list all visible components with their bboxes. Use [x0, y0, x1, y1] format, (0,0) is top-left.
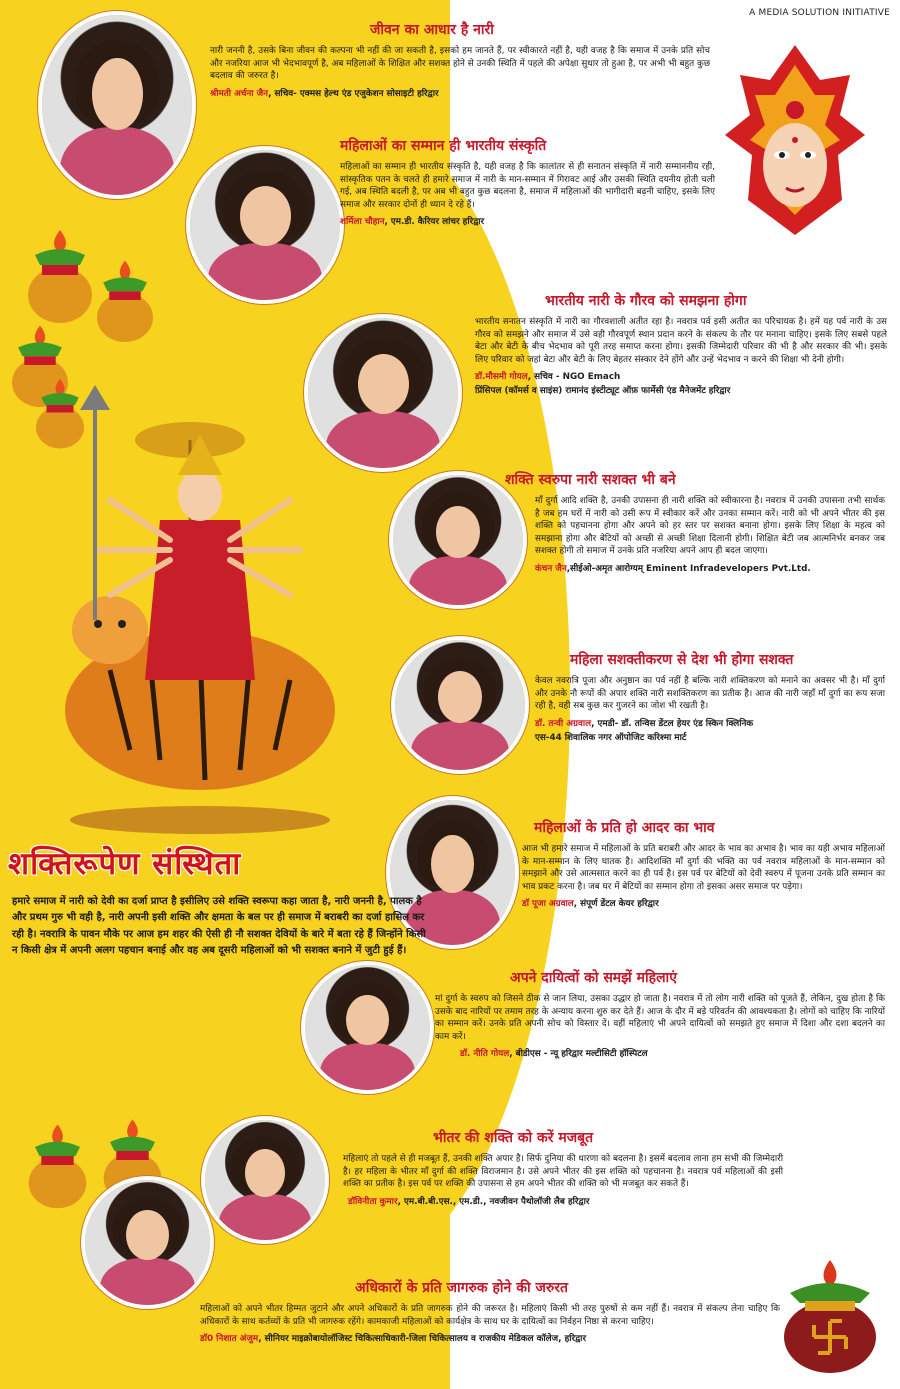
author-byline: [535, 717, 885, 731]
section-heading: अपने दायित्वों को समझें महिलाएं: [510, 970, 677, 986]
article-section: [343, 1130, 783, 1209]
kalash-pot-illustration: [30, 375, 90, 450]
article-section: [522, 820, 885, 911]
page-title: शक्तिरूपेण संस्थिता: [8, 846, 242, 882]
section-heading: जीवन का आधार है नारी: [370, 22, 494, 38]
kalash-swastik-illustration: [775, 1255, 885, 1375]
article-section: [200, 1280, 780, 1346]
author-byline: [200, 1332, 780, 1346]
author-name: डॉ पूजा अग्रवाल: [522, 899, 574, 909]
author-byline: [210, 87, 710, 101]
author-byline: [475, 370, 887, 384]
portrait-photo: [85, 1180, 210, 1305]
author-role: , सीनियर माइक्रोबायोलॉजिस्ट चिकित्साधिकारी-जिला चिकित्सालय व राजकीय मेडिकल कॉलेज, हरिद्वार: [258, 1334, 587, 1344]
section-body: भारतीय सनातन संस्कृति में नारी का गौरवशाली अतीत रहा है। नवरात्र पर्व इसी अतीत का परिचायक है। हमें यह पर्व नारी के उस गौरव को समझने और समाज में उसे वही गौरवपूर्ण स्थान प्रदान करने के संकल्प के तौर पर मनाना चाहिए। इसके लिए सबसे पहले बेटा और बेटी के बीच भेदभाव को पूरी तरह समाप्त करना होगा। इसकी जिम्मेदारी परिवार की भी है और सरकार की भी। इसके लिए परिवार को जहां बेटा और बेटी के लिए बेहतर संस्कार देने होंगे और उन्हें भेदभाव न करने की शिक्षा भी देनी होगी।: [475, 317, 887, 365]
portrait-photo: [42, 15, 192, 195]
portrait-photo: [305, 965, 430, 1090]
section-body: महिलाओं को अपने भीतर हिम्मत जुटाने और अपने अधिकारों के प्रति जागरुक होने की जरूरत है। महिलाएं किसी भी तरह पुरुषों से कम नहीं हैं। नवरात्र में संकल्प लेना चाहिए कि अधिकारों के साथ कर्तव्यों के प्रति भी जागरुक रहेंगे। कामकाजी महिलाओं को कार्यक्षेत्र के साथ घर के दायित्वों का निर्वहन निष्ठा से करना चाहिए।: [200, 1304, 780, 1327]
kalash-pot-illustration: [20, 1120, 95, 1210]
author-name: कंचन जैन: [535, 563, 567, 574]
section-body: महिलाओं का सम्मान ही भारतीय संस्कृति है, यही वजह है कि कालांतर से ही सनातन संस्कृति में नारी सम्माननीय रही, सांस्कृतिक पतन के चलते ही हमारे समाज में नारी के मान-सम्मान में गिरावट आई और उसकी स्थिति दयनीय होती चली गई, अब स्थिति बदली है, पर अब भी बहुत कुछ बदलना है, समाज में महिलाओं की भागीदारी बढ़नी चाहिए, इसके लिए समाज और सरकार दोनों ही ध्यान दे रहे हैं।: [340, 162, 715, 210]
author-role-line2: प्रिंसिपल (कॉमर्स व साइंस) रामानंद इंस्टीट्यूट ऑफ़ फार्मेसी एंड मैनेजमेंट हरिद्वार: [475, 386, 731, 396]
author-role-line2: एस-44 शिवालिक नगर ऑपोजिट करिश्मा मार्ट: [535, 732, 687, 743]
section-body: नारी जननी है, उसके बिना जीवन की कल्पना भी नहीं की जा सकती है, इसको हम जानते हैं, पर स्वीकारते नहीं है, यही वजह है कि समाज में उनके प्रति सोच और नजरिया आज भी भेदभावपूर्ण है, अब महिलाओं के शिक्षित और सशक्त होने से उनकी स्थिति में पहले की अपेक्षा सुधार तो हुआ है, पर अभी भी बहुत कुछ बदलाव की जरुरत है।: [210, 46, 710, 81]
initiative-label: A MEDIA SOLUTION INITIATIVE: [749, 8, 890, 18]
article-section: [505, 472, 885, 576]
article-section: [535, 652, 885, 745]
author-byline: [435, 1047, 885, 1061]
portrait-photo: [308, 318, 458, 468]
kalash-pot-illustration: [90, 255, 160, 345]
section-body: महिलाएं तो पहले से ही मजबूत हैं, उनकी शक्ति अपार है। सिर्फ दुनिया की धारणा को बदलना है। इसमें बदलाव लाना हम सभी की जिम्मेदारी है। हर महिला के भीतर माँ दुर्गा की शक्ति विराजमान है। उसे अपने भीतर की इस शक्ति को पहचानना है। नवरात्र पर्व महिलाओं की इसी शक्ति का प्रतीक है। इस पर्व पर शक्ति की उपासना से हम अपने भीतर की शक्ति को भी मजबूत कर सकते हैं।: [343, 1154, 783, 1189]
author-name: डॉविनीता कुमार: [348, 1196, 398, 1207]
section-heading: अधिकारों के प्रति जागरुक होने की जरुरत: [355, 1280, 568, 1296]
author-byline: [343, 1195, 783, 1209]
article-section: [435, 970, 885, 1061]
section-body: केवल नवरात्रि पूजा और अनुष्ठान का पर्व नहीं है बल्कि नारी शक्तिकरण को मनाने का अवसर भी है। माँ दुर्गा और उनके नौ रूपों की अपार शक्ति नारी सशक्तिकरण का प्रतीक है। आज की नारी जहाँ माँ दुर्गा का रूप सजा रही है, वही सब कुछ कर गुजरने का जोश भी रखती है।: [535, 676, 885, 711]
author-role: , बीडीएस - न्यू हरिद्वार मल्टीसिटी हॉस्पिटल: [509, 1049, 648, 1059]
section-body: मां दुर्गा के स्वरुप को जिसने ठीक से जान लिया, उसका उद्धार हो जाता है। नवरात्र में तो लोग नारी शक्ति को पूजते हैं, लेकिन, दुख होता है कि उसके बाद नारियों पर तमाम तरह के अन्याय करना शुरु कर देते हैं। आज के दौर में बड़े परिवर्तन की आवश्यकता है। लोगों को चाहिए कि नारियों का सम्मान करें। उनके प्रति अपनी सोच को विस्तार दें। वहीं महिलाएं भी अपने दायित्वों को समझते हुए समाज में दिशा और दशा बदलने का काम करें।: [435, 994, 885, 1042]
portrait-photo: [205, 1120, 325, 1240]
section-heading: भारतीय नारी के गौरव को समझना होगा: [545, 293, 747, 309]
author-name: डॉ. नीति गोयल: [460, 1049, 510, 1059]
author-role: , सचिव - NGO Emach: [527, 372, 621, 382]
author-role: , संपूर्ण डेंटल केयर हरिद्वार: [573, 899, 659, 909]
author-role: ,सीईओ-अमृत आरोग्यम् Eminent Infradevelopers Pvt.Ltd.: [566, 563, 811, 574]
author-name: शर्मिला चौहान: [340, 217, 385, 227]
author-role: , एम.बी.बी.एस., एम.डी., नवजीवन पैथोलॉजी लैब हरिद्वार: [397, 1196, 590, 1207]
author-byline: [522, 897, 885, 911]
kalash-pot-illustration: [20, 225, 100, 325]
author-byline: [535, 562, 885, 576]
section-heading: महिलाओं का सम्मान ही भारतीय संस्कृति: [340, 138, 547, 154]
intro-text: हमारे समाज में नारी को देवी का दर्जा प्राप्त है इसीलिए उसे शक्ति स्वरूपा कहा जाता है, नारी जननी है, पालक है और प्रथम गुरु भी वही है, नारी अपनी इसी शक्ति और क्षमता के बल पर ही समाज में बराबरी का दर्जा हासिल कर रही है। नवरात्रि के पावन मौके पर आज हम शहर की ऐसी ही नौ सशक्त देवियों के बारे में बता रहे हैं जिन्होंने किसी न किसी क्षेत्र में अपनी अलग पहचान बनाई और वह अब दूसरी महिलाओं को भी सशक्त बनाने में जुटी हुई हैं।: [12, 896, 426, 956]
durga-mask-illustration: [720, 40, 870, 240]
portrait-photo: [190, 150, 340, 300]
section-body: माँ दुर्गा आदि शक्ति है, उनकी उपासना ही नारी शक्ति को स्वीकारना है। नवरात्र में उनकी उपासना तभी सार्थक है जब हम घरों में नारी को उसी रूप में स्वीकार करें और उनका सम्मान करें। नारी को भी अपने भीतर की इस शक्ति को पहचानना होगा और अपने को हर स्तर पर सशक्त बनाना होगा। इसके लिए शिक्षा के महत्व को समझाना होगा और बेटियों को अच्छी से अच्छी शिक्षा दिलानी होगी। शिक्षित बेटी जब आत्मनिर्भर बनकर जब सशक्त होगी तो समाज में उनके प्रति नजरिया अपने आप ही बदल जाएगा।: [535, 496, 885, 556]
author-name: डॉ0 निशात अंजुम: [200, 1334, 259, 1344]
author-name: डॉ.मौसमी गोयल: [475, 372, 528, 382]
section-body: आज भी हमारे समाज में महिलाओं के प्रति बराबरी और आदर के भाव का अभाव है। भाव का यही अभाव महिलाओं के मान-सम्मान के लिए घातक है। आदिशक्ति माँ दुर्गा की भक्ति का पर्व नवरात्र महिलाओं के मान-सम्मान को समझाने और उसे आत्मसात करने का ही पर्व है। इस पर्व पर बेटियों को देवी स्वरुप में पूजना उनके प्रति सम्मान का भाव प्रकट करना है। जब घर में बेटियों का सम्मान होगा तो इसका असर समाज पर पड़ेगा।: [522, 844, 885, 892]
section-heading: भीतर की शक्ति को करें मजबूत: [433, 1130, 594, 1146]
author-role: , सचिव- एक्मस हेल्थ एंड एजुकेशन सोसाइटी हरिद्वार: [268, 88, 439, 99]
portrait-photo: [393, 475, 523, 605]
article-section: [210, 22, 710, 101]
author-role: , एम.डी. कैरियर लांचर हरिद्वार: [384, 217, 485, 227]
author-role: , एमडी- डॉ. तन्विस डेंटल हेयर एंड स्किन क्लिनिक: [591, 718, 754, 729]
section-heading: शक्ति स्वरुपा नारी सशक्त भी बने: [505, 472, 676, 488]
section-heading: महिला सशक्तीकरण से देश भी होगा सशक्त: [570, 652, 794, 668]
author-byline: [340, 215, 715, 229]
author-name: डॉ. तन्वी अग्रवाल: [535, 718, 592, 729]
portrait-photo: [395, 640, 525, 770]
author-name: श्रीमती अर्चना जैन: [210, 88, 269, 99]
article-section: [340, 138, 715, 229]
section-heading: महिलाओं के प्रति हो आदर का भाव: [534, 820, 715, 836]
article-section: [475, 293, 887, 398]
